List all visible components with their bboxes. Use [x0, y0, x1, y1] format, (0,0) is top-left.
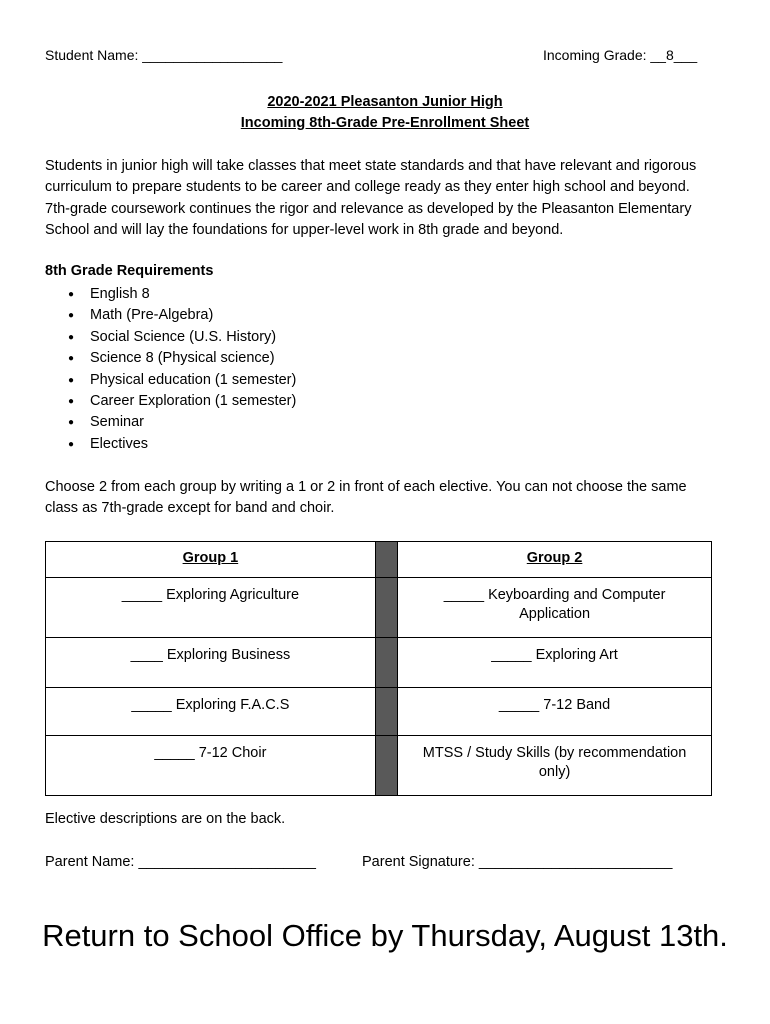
column-separator — [375, 638, 397, 688]
elective-line: only) — [538, 764, 571, 780]
table-row — [46, 688, 712, 736]
instruction-line: Choose 2 from each group by writing a 1 or 2 in front of each elective. You can not choose the same — [45, 479, 687, 495]
group1-elective[interactable]: ____ Exploring Business — [46, 638, 376, 688]
elective-instructions — [45, 477, 687, 520]
requirement-item: ● Career Exploration (1 semester) — [45, 391, 296, 412]
group2-elective[interactable]: _____ Exploring Art — [398, 638, 712, 688]
requirement-item: ● Math (Pre-Algebra) — [45, 305, 296, 326]
group1-elective[interactable]: _____ 7-12 Choir — [46, 736, 376, 796]
elective-line: MTSS / Study Skills (by recommendation — [422, 745, 687, 761]
document-subtitle: Incoming 8th-Grade Pre-Enrollment Sheet — [240, 115, 530, 131]
column-separator — [375, 542, 397, 578]
table-row — [46, 736, 712, 796]
requirement-item: ● English 8 — [45, 284, 296, 305]
elective-line: _____ Keyboarding and Computer — [443, 587, 666, 603]
column-separator — [375, 578, 397, 638]
elective-descriptions-note: Elective descriptions are on the back. — [45, 811, 286, 827]
intro-line: curriculum to prepare students to be career and college ready as they enter high school and beyond. — [45, 179, 690, 196]
document-title: 2020-2021 Pleasanton Junior High — [267, 94, 503, 110]
requirements-list — [45, 284, 296, 455]
incoming-grade-field: Incoming Grade: __8___ — [543, 47, 698, 63]
requirements-heading: 8th Grade Requirements — [45, 263, 214, 279]
group2-header: Group 2 — [398, 542, 712, 578]
student-name-field: Student Name: __________________ — [45, 47, 283, 63]
group1-header: Group 1 — [46, 542, 376, 578]
elective-groups-table — [45, 541, 712, 796]
intro-line: 7th-grade coursework continues the rigor and relevance as developed by the Pleasanton Elementary — [45, 200, 692, 217]
intro-paragraph — [45, 156, 745, 242]
requirement-item: ● Social Science (U.S. History) — [45, 327, 296, 348]
group2-elective[interactable] — [398, 578, 712, 638]
requirement-item: ● Science 8 (Physical science) — [45, 348, 296, 369]
requirement-item: ● Seminar — [45, 412, 296, 433]
return-notice: Return to School Office by Thursday, August 13th. — [42, 918, 728, 953]
column-separator — [375, 736, 397, 796]
requirement-item: ● Physical education (1 semester) — [45, 370, 296, 391]
column-separator — [375, 688, 397, 736]
requirement-item: ● Electives — [45, 434, 296, 455]
table-row — [46, 638, 712, 688]
parent-name-field: Parent Name: ______________________ — [45, 854, 316, 870]
intro-line: Students in junior high will take classes that meet state standards and that have relevant and rigorous — [45, 158, 697, 174]
table-row — [46, 578, 712, 638]
group2-elective[interactable]: _____ 7-12 Band — [398, 688, 712, 736]
elective-line: Application — [519, 606, 591, 622]
group1-elective[interactable]: _____ Exploring Agriculture — [46, 578, 376, 638]
group2-elective[interactable] — [398, 736, 712, 796]
instruction-line: class as 7th-grade except for band and choir. — [45, 500, 335, 517]
parent-signature-field: Parent Signature: ________________________ — [362, 854, 673, 870]
group1-elective[interactable]: _____ Exploring F.A.C.S — [46, 688, 376, 736]
intro-line: School and will lay the foundations for upper-level work in 8th grade and beyond. — [45, 222, 564, 239]
